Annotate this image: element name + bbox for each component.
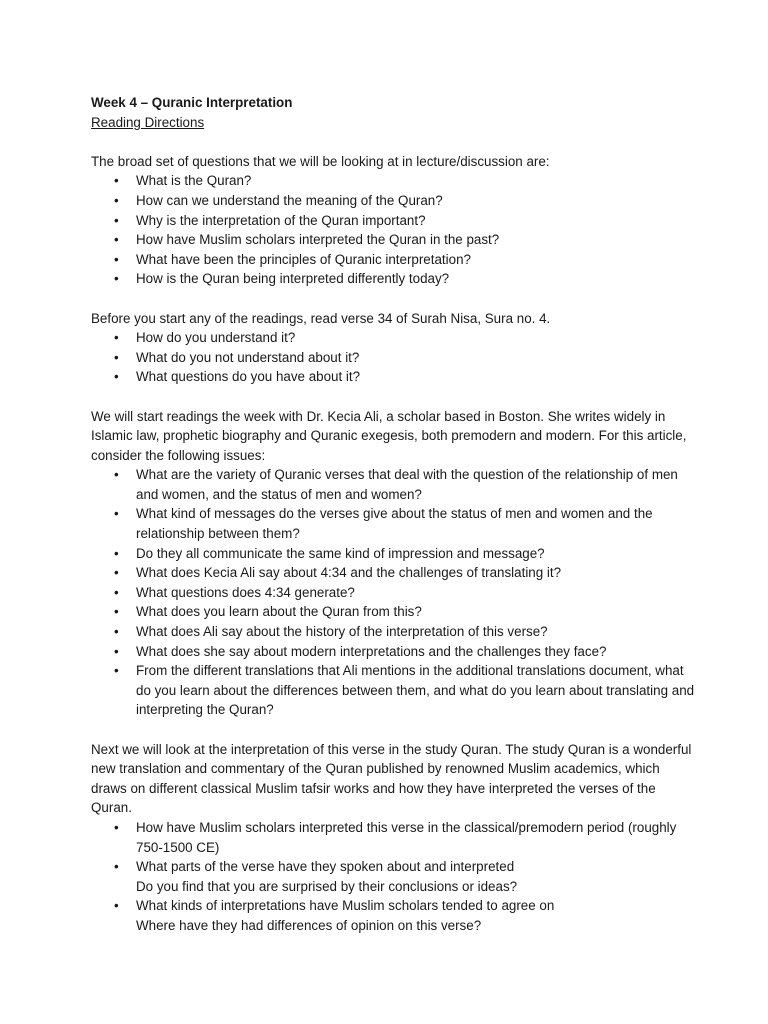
section-4-list [91, 818, 698, 936]
list-item: • What does you learn about the Quran from this? [136, 602, 698, 622]
section-3-intro: We will start readings the week with Dr. Kecia Ali, a scholar based in Boston. She writes widely in Islamic law, prophetic biography and Quranic exegesis, both premodern and modern. For this article, consider the following issues: [91, 408, 687, 463]
section-4-intro: Next we will look at the interpretation of this verse in the study Quran. The study Quran is a wonderful new translation and commentary of the Quran published by renowned Muslim academics, which draws on different classical Muslim tafsir works and how they have interpreted the verses of the Quran. [91, 741, 692, 816]
section-1-list [91, 171, 698, 289]
list-item: • Do they all communicate the same kind of impression and message? [136, 544, 698, 564]
list-item-line: Do you find that you are surprised by their conclusions or ideas? [136, 878, 518, 894]
list-item: • What questions does 4:34 generate? [136, 583, 698, 603]
list-item: • What does she say about modern interpretations and the challenges they face? [136, 642, 698, 662]
page-title: Week 4 – Quranic Interpretation [91, 95, 293, 110]
list-item: • What do you not understand about it? [136, 348, 698, 368]
list-item: • How have Muslim scholars interpreted the Quran in the past? [136, 230, 698, 250]
list-item: • What does Kecia Ali say about 4:34 and the challenges of translating it? [136, 563, 698, 583]
list-item: • What is the Quran? [136, 171, 698, 191]
list-item: • What questions do you have about it? [136, 367, 698, 387]
section-2-intro: Before you start any of the readings, read verse 34 of Surah Nisa, Sura no. 4. [91, 310, 551, 326]
list-item: • Why is the interpretation of the Quran important? [136, 211, 698, 231]
list-item [136, 896, 698, 935]
section-3-list [91, 465, 698, 720]
list-item: • How is the Quran being interpreted differently today? [136, 269, 698, 289]
page-subtitle: Reading Directions [91, 114, 205, 130]
list-item-line: • How have Muslim scholars interpreted this verse in the classical/premodern period (roughly 750-1500 CE) [136, 819, 677, 855]
list-item: • How do you understand it? [136, 328, 698, 348]
list-item: • What have been the principles of Quranic interpretation? [136, 250, 698, 270]
section-1-intro: The broad set of questions that we will be looking at in lecture/discussion are: [91, 153, 550, 169]
list-item-line: • What kinds of interpretations have Muslim scholars tended to agree on [136, 898, 555, 914]
list-item: • What does Ali say about the history of the interpretation of this verse? [136, 622, 698, 642]
list-item: • What kind of messages do the verses give about the status of men and women and the relationship between them? [136, 504, 698, 543]
list-item: • From the different translations that Ali mentions in the additional translations document, what do you learn about the differences between them, and what do you learn about translating and interpreting the Quran? [136, 661, 698, 720]
list-item-line: Where have they had differences of opinion on this verse? [136, 917, 482, 933]
list-item: • How can we understand the meaning of the Quran? [136, 191, 698, 211]
list-item [136, 818, 698, 857]
section-2-list [91, 328, 698, 387]
list-item: • What are the variety of Quranic verses that deal with the question of the relationship of men and women, and the status of men and women? [136, 465, 698, 504]
list-item [136, 857, 698, 896]
list-item-line: • What parts of the verse have they spoken about and interpreted [136, 859, 515, 875]
